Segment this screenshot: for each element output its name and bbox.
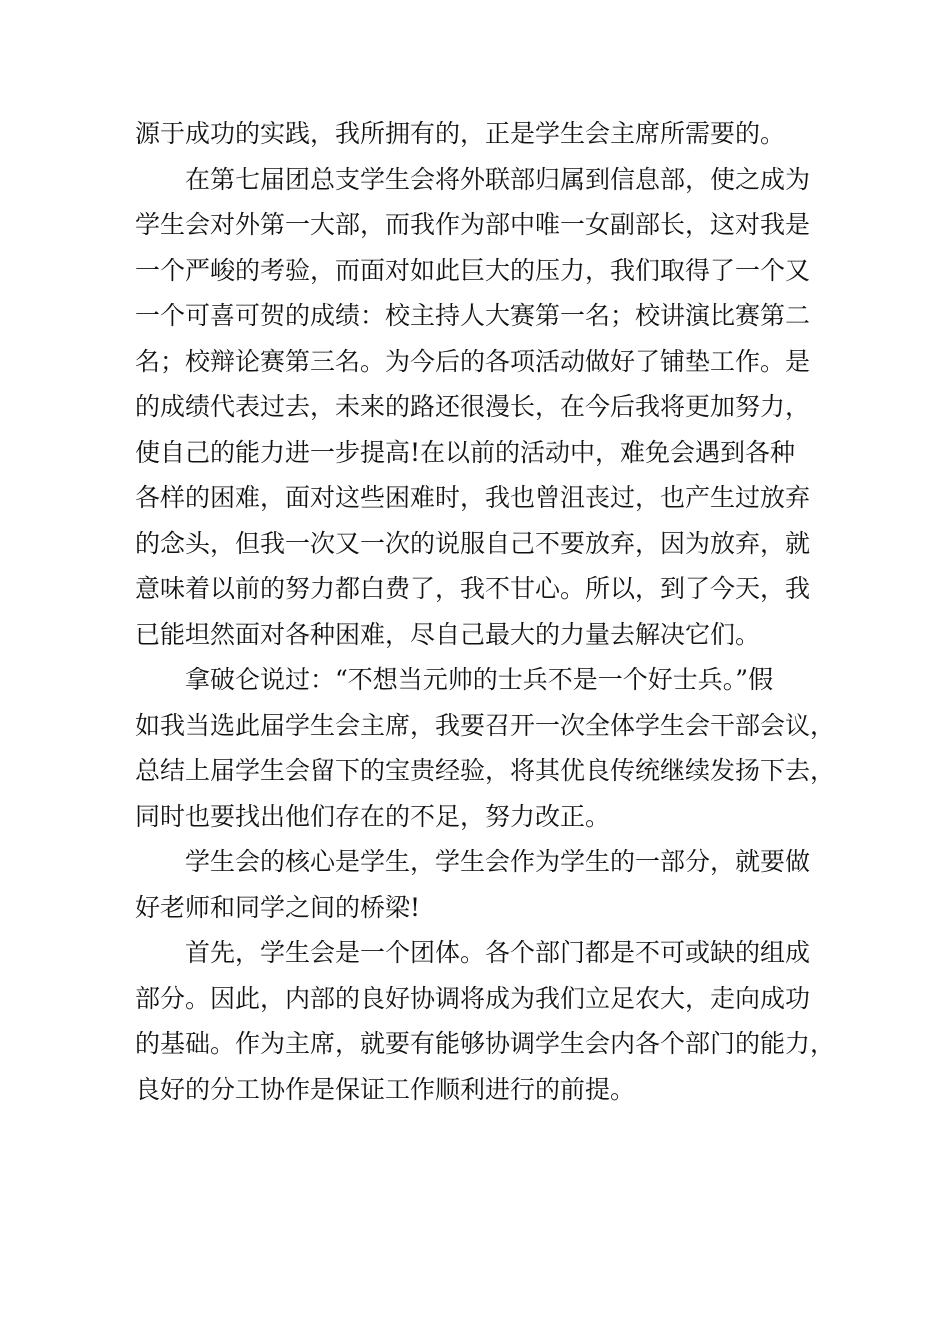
text-line: 好老师和同学之间的桥梁! [135,892,421,922]
body-text [135,111,835,1112]
text-line: 首先，学生会是一个团体。各个部门都是不可或缺的组成 [185,938,811,967]
text-line: 一个可喜可贺的成绩：校主持人大赛第一名；校讲演比赛第二 [135,301,811,330]
text-line: 源于成功的实践，我所拥有的，正是学生会主席所需要的。 [135,119,786,148]
text-line: 一个严峻的考验，而面对如此巨大的压力，我们取得了一个又 [135,255,811,285]
text-line: 在第七届团总支学生会将外联部归属到信息部，使之成为 [185,164,811,194]
text-line: 的念头，但我一次又一次的说服自己不要放弃，因为放弃，就 [135,528,811,558]
text-line: 学生会的核心是学生，学生会作为学生的一部分，就要做 [185,847,811,876]
text-line: 各样的困难，面对这些困难时，我也曾沮丧过，也产生过放弃 [135,483,811,512]
text-line: 如我当选此届学生会主席，我要召开一次全体学生会干部会议， [135,710,836,740]
text-line: 良好的分工协作是保证工作顺利进行的前提。 [135,1074,636,1104]
text-line: 意味着以前的努力都白费了，我不甘心。所以，到了今天，我 [135,574,811,603]
text-line: 名；校辩论赛第三名。为今后的各项活动做好了铺垫工作。是 [135,346,811,376]
text-line: 已能坦然面对各种困难，尽自己最大的力量去解决它们。 [135,619,761,649]
text-line: 拿破仑说过：“不想当元帅的士兵不是一个好士兵。”假 [185,665,774,694]
text-line: 的基础。作为主席，就要有能够协调学生会内各个部门的能力， [135,1029,836,1058]
text-line: 学生会对外第一大部，而我作为部中唯一女副部长，这对我是 [135,210,811,239]
text-line: 同时也要找出他们存在的不足，努力改正。 [135,801,611,831]
text-line: 总结上届学生会留下的宝贵经验，将其优良传统继续发扬下去， [135,756,836,785]
text-line: 的成绩代表过去，未来的路还很漫长，在今后我将更加努力， [135,392,811,421]
text-line: 使自己的能力进一步提高!在以前的活动中，难免会遇到各种 [135,437,796,467]
text-line: 部分。因此，内部的良好协调将成为我们立足农大，走向成功 [135,983,811,1013]
